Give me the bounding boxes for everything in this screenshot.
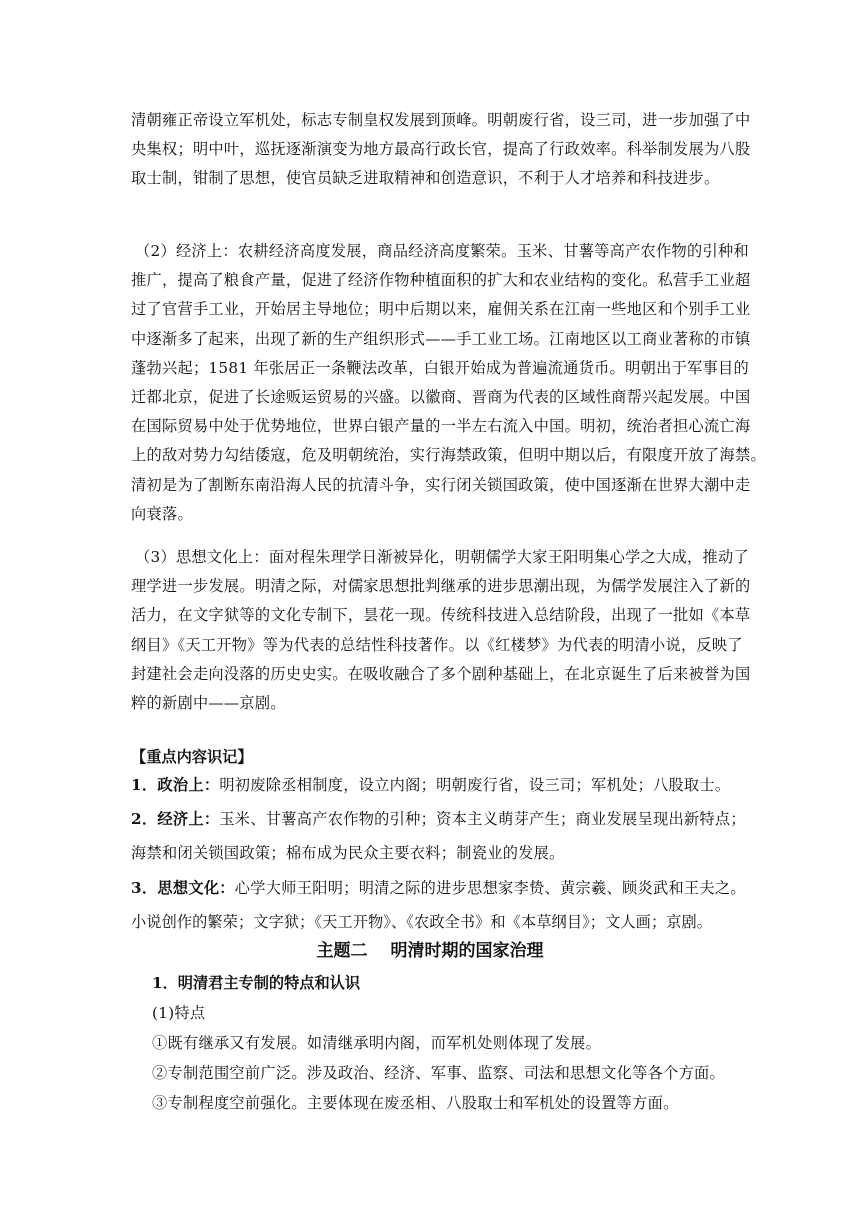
key-point-label: 1．政治上：	[131, 776, 220, 794]
text-line: 封建社会走向没落的历史史实。在吸收融合了多个剧种基础上，在北京诞生了后来被誉为国	[131, 664, 751, 683]
topic-body	[152, 998, 762, 1118]
key-point-2	[131, 805, 746, 834]
text-line: （2）经济上：农耕经济高度发展，商品经济高度繁荣。玉米、甘薯等高产农作物的引种和	[135, 242, 749, 260]
paragraph-culture	[131, 543, 751, 718]
topic-title: 主题二 明清时期的国家治理	[316, 941, 544, 961]
text-line: 中逐渐多了起来，出现了新的生产组织形式——手工业工场。江南地区以工商业著称的市镇	[131, 329, 751, 348]
text-line: 在国际贸易中处于优势地位，世界白银产量的一半左右流入中国。明初，统治者担心流亡海	[131, 417, 751, 436]
paragraph-economy	[131, 237, 766, 529]
key-point-label: 2．经济上：	[131, 810, 220, 829]
text-line: （3）思想文化上：面对程朱理学日渐被异化，明朝儒学大家王阳明集心学之大成，推动了	[135, 548, 749, 566]
text-line: 过了官营手工业，开始居主导地位；明中后期以来，雇佣关系在江南一些地区和个别手工业	[131, 300, 751, 319]
key-point-1	[131, 771, 741, 800]
key-point-2-cont: 海禁和闭关锁国政策；棉布成为民众主要衣料；制瓷业的发展。	[131, 844, 565, 863]
text-line: 央集权；明中叶，巡抚逐渐演变为地方最高行政长官，提高了行政效率。科举制发展为八股	[131, 140, 751, 159]
text-line: 清初是为了割断东南沿海人民的抗清斗争，实行闭关锁国政策，使中国逐渐在世界大潮中走	[131, 475, 751, 494]
text-line: 活力，在文字狱等的文化专制下，昙花一现。传统科技进入总结阶段，出现了一批如《本草	[131, 606, 751, 625]
key-point-text: 明初废除丞相制度，设立内阁；明朝废行省，设三司；军机处；八股取士。	[219, 776, 731, 794]
text-line: 理学进一步发展。明清之际，对儒家思想批判继承的进步思潮出现，为儒学发展注入了新的	[131, 577, 751, 596]
text-line: ③专制程度空前强化。主要体现在废丞相、八股取士和军机处的设置等方面。	[152, 1094, 679, 1112]
text-line: 上的敌对势力勾结倭寇，危及明朝统治，实行海禁政策，但明中期以后，有限度开放了海禁。	[131, 446, 766, 465]
key-point-3	[131, 874, 746, 903]
text-line: 粹的新剧中——京剧。	[131, 693, 286, 712]
topic-subheading: 1．明清君主专制的特点和认识	[152, 974, 361, 992]
key-point-3-cont: 小说创作的繁荣；文字狱；《天工开物》、《农政全书》和《本草纲目》；文人画；京剧。	[131, 912, 713, 931]
text-line: 向衰落。	[131, 504, 193, 523]
text-line: ①既有继承又有发展。如清继承明内阁，而军机处则体现了发展。	[152, 1034, 602, 1052]
text-line: 清朝雍正帝设立军机处，标志专制皇权发展到顶峰。明朝废行省，设三司，进一步加强了中	[131, 111, 751, 129]
text-line: 蓬勃兴起；1581 年张居正一条鞭法改革，白银开始成为普遍流通货币。明朝出于军事目的	[131, 358, 750, 377]
text-line: 纲目》《天工开物》等为代表的总结性科技著作。以《红楼梦》为代表的明清小说，反映了	[131, 635, 743, 654]
key-point-text: 心学大师王阳明；明清之际的进步思想家李贽、黄宗羲、顾炎武和王夫之。	[234, 878, 746, 897]
text-line: 取士制，钳制了思想，使官员缺乏进取精神和创造意识，不利于人才培养和科技进步。	[131, 169, 720, 188]
key-point-text: 玉米、甘薯高产农作物的引种；资本主义萌芽产生；商业发展呈现出新特点；	[219, 810, 746, 829]
text-line: 推广，提高了粮食产量，促进了经济作物种植面积的扩大和农业结构的变化。私营手工业超	[131, 271, 751, 290]
text-line: 迁都北京，促进了长途贩运贸易的兴盛。以徽商、晋商为代表的区域性商帮兴起发展。中国	[131, 387, 751, 406]
key-points-list	[131, 771, 746, 937]
key-point-label: 3．思想文化：	[131, 878, 235, 897]
paragraph-political-tail	[131, 106, 751, 194]
text-line: (1)特点	[152, 1004, 206, 1022]
key-points-heading: 【重点内容识记】	[131, 748, 253, 766]
text-line: ②专制范围空前广泛。涉及政治、经济、军事、监察、司法和思想文化等各个方面。	[152, 1064, 726, 1082]
